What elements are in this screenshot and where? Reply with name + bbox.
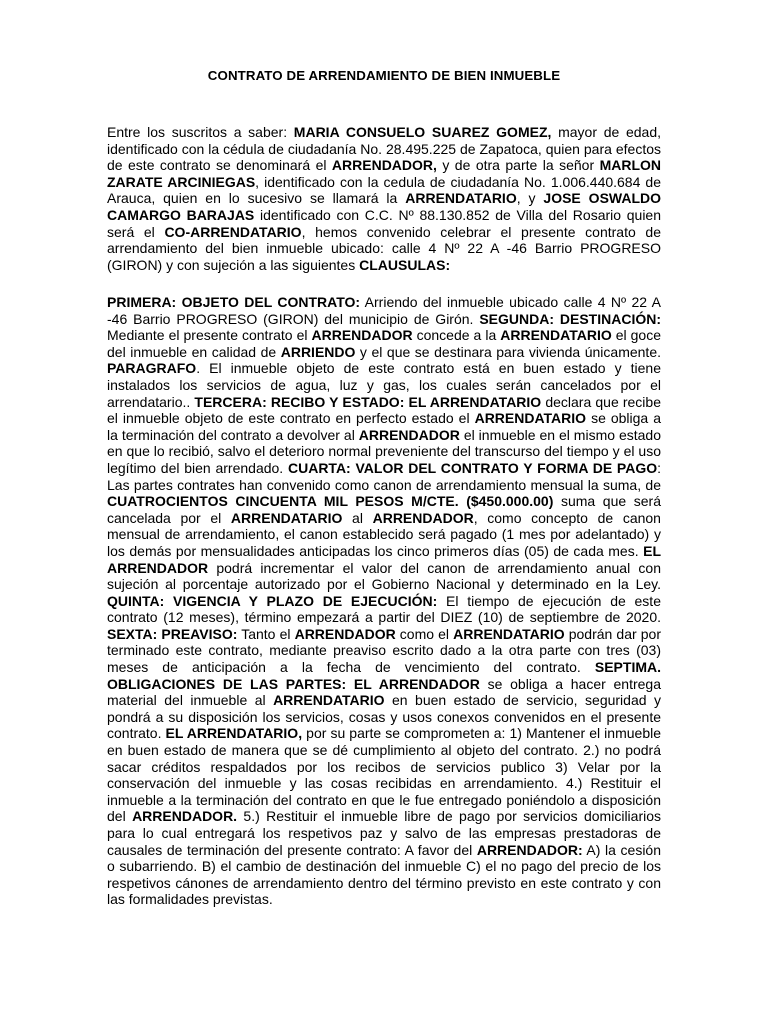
text-run: , y — [516, 190, 544, 207]
bold-text-run: ARRENDADOR — [311, 327, 413, 344]
text-run: Entre los suscritos a saber: — [107, 124, 294, 140]
text-run: el inmueble en el mismo estado en que lo recibió, salvo el deterioro normal preveniente del transcurso del tiempo y el uso legítimo del bien arrendado. — [107, 426, 662, 476]
text-run: por su parte se comprometen a: 1) Mantener el inmueble en buen estado de manera que se dé cumplimiento al objeto del contrato. 2.) no podrá sacar créditos respaldados por los recibos de servicios publico 3) Velar por la conservación del inmueble y las cosas recibidas en arrendamiento. 4.) Restituir el inmueble a la terminación del contrato en que le fue entregado poniéndolo a disposición del — [107, 725, 661, 825]
bold-text-run: MARLON ZARATE ARCINIEGAS — [107, 157, 661, 190]
text-run: . El inmueble objeto de este contrato está en buen estado y tiene instalados los servicios de agua, luz y gas, los cuales serán cancelados por el arrendatario.. — [107, 360, 661, 410]
text-run: , como concepto de canon mensual de arrendamiento, el canon establecido será pagado (1 mes por adelantado) y los demás por mensualidades anticipadas los cinco primeros días (05) de cada mes. — [107, 509, 661, 559]
text-run: en buen estado de servicio, seguridad y pondrá a su disposición los servicios, cosas y usos conexos convenidos en el presente contrato. — [107, 692, 661, 742]
text-run: Tanto el — [237, 625, 295, 642]
bold-text-run: ARRENDADOR. — [132, 808, 238, 825]
bold-text-run: SEGUNDA: DESTINACIÓN: — [479, 310, 661, 327]
text-run: al — [342, 509, 373, 526]
text-run: declara que recibe el inmueble objeto de este contrato en perfecto estado el — [107, 393, 661, 427]
bold-text-run: MARIA CONSUELO SUAREZ GOMEZ, — [293, 124, 552, 140]
text-run: y de otra parte la señor — [436, 157, 600, 174]
bold-text-run: CLAUSULAS: — [359, 256, 451, 273]
bold-text-run: ARRIENDO — [280, 343, 356, 360]
text-run: identificado con C.C. Nº 88.130.852 de Villa del Rosario quien será el — [107, 206, 662, 240]
bold-text-run: EL ARRENDATARIO, — [165, 725, 303, 742]
text-run: 5.) Restituir el inmueble libre de pago por servicios domiciliarios para lo cual entregará los respetivos paz y salvo de las empresas prestadoras de causales de terminación del presente contrato: A favor del — [107, 808, 662, 858]
clauses-paragraph — [107, 294, 661, 908]
text-run: y el que se destinara para vivienda únicamente. — [355, 343, 661, 360]
text-run: , hemos convenido celebrar el presente contrato de arrendamiento del bien inmueble ubicado: calle 4 Nº 22 A -46 Barrio PROGRESO (GIRON) y con sujeción a las siguientes — [107, 223, 661, 273]
bold-text-run: TERCERA: RECIBO Y ESTADO: EL ARRENDATARIO — [194, 393, 542, 410]
text-run: El tiempo de ejecución de este contrato (12 meses), término empezará a partir del DIEZ (10) de septiembre de 2020. — [107, 592, 661, 626]
bold-text-run: ARRENDADOR — [294, 625, 396, 642]
bold-text-run: QUINTA: VIGENCIA Y PLAZO DE EJECUCIÓN: — [107, 592, 438, 609]
bold-text-run: ARRENDADOR — [358, 426, 460, 443]
bold-text-run: ARRENDATARIO — [453, 625, 565, 642]
bold-text-run: PRIMERA: OBJETO DEL CONTRATO: — [107, 294, 361, 310]
text-run: podrá incrementar el valor del canon de arrendamiento anual con sujeción al porcentaje autorizado por el Gobierno Nacional y determinado en la Ley. — [107, 559, 661, 593]
bold-text-run: ARRENDATARIO — [500, 327, 612, 344]
bold-text-run: SEXTA: PREAVISO: — [107, 625, 238, 642]
bold-text-run: CUARTA: VALOR DEL CONTRATO Y FORMA DE PAGO — [287, 459, 658, 476]
text-run: mayor de edad, identificado con la cédula de ciudadanía No. 28.495.225 de Zapatoca, quien para efectos de este contrato se denominará el — [107, 124, 661, 174]
text-run: como el — [395, 625, 454, 642]
text-run: concede a la — [412, 327, 501, 344]
bold-text-run: SEPTIMA. OBLIGACIONES DE LAS PARTES: EL ARRENDADOR — [107, 659, 661, 692]
bold-text-run: EL ARRENDADOR — [107, 542, 661, 576]
text-run: A) la cesión o subarriendo. B) el cambio de destinación del inmueble C) el no pago del precio de los respetivos cánones de arrendamiento dentro del término previsto en este contrato y con las formalidades previstas. — [107, 841, 661, 908]
bold-text-run: ARRENDATARIO — [273, 692, 385, 709]
text-run: Arriendo del inmueble ubicado calle 4 Nº 22 A -46 Barrio PROGRESO (GIRON) del municipio de Girón. — [107, 294, 661, 327]
bold-text-run: ARRENDADOR, — [331, 157, 437, 174]
text-run: suma que será cancelada por el — [107, 493, 661, 526]
text-run: el goce del inmueble en calidad de — [107, 327, 661, 360]
bold-text-run: ARRENDATARIO — [474, 410, 587, 427]
intro-paragraph — [107, 124, 661, 273]
text-run: se obliga a la terminación del contrato a devolver al — [107, 410, 662, 443]
text-run: Mediante el presente contrato el — [107, 327, 312, 344]
text-run: , identificado con la cedula de ciudadanía No. 1.006.440.684 de Arauca, quien en lo sucesivo se llamará la — [107, 173, 662, 207]
document-title: CONTRATO DE ARRENDAMIENTO DE BIEN INMUEBLE — [207, 68, 561, 83]
text-run: podrán dar por terminado este contrato, mediante preaviso escrito dado a la otra parte con tres (03) meses de anticipación a la fecha de vencimiento del contrato. — [107, 625, 661, 676]
bold-text-run: ARRENDATARIO — [405, 190, 517, 207]
bold-text-run: ARRENDATARIO — [230, 509, 343, 526]
bold-text-run: CUATROCIENTOS CINCUENTA MIL PESOS M/CTE. ($450.000.00) — [107, 493, 554, 510]
bold-text-run: ARRENDADOR: — [476, 841, 583, 858]
bold-text-run: ARRENDADOR — [372, 509, 474, 526]
text-run: se obliga a hacer entrega material del inmueble al — [107, 675, 662, 709]
bold-text-run: JOSE OSWALDO CAMARGO BARAJAS — [107, 190, 662, 223]
bold-text-run: PARAGRAFO — [107, 360, 197, 377]
text-run: : Las partes contrates han convenido como canon de arrendamiento mensual la suma, de — [107, 459, 662, 493]
bold-text-run: CO-ARRENDATARIO — [164, 223, 302, 240]
